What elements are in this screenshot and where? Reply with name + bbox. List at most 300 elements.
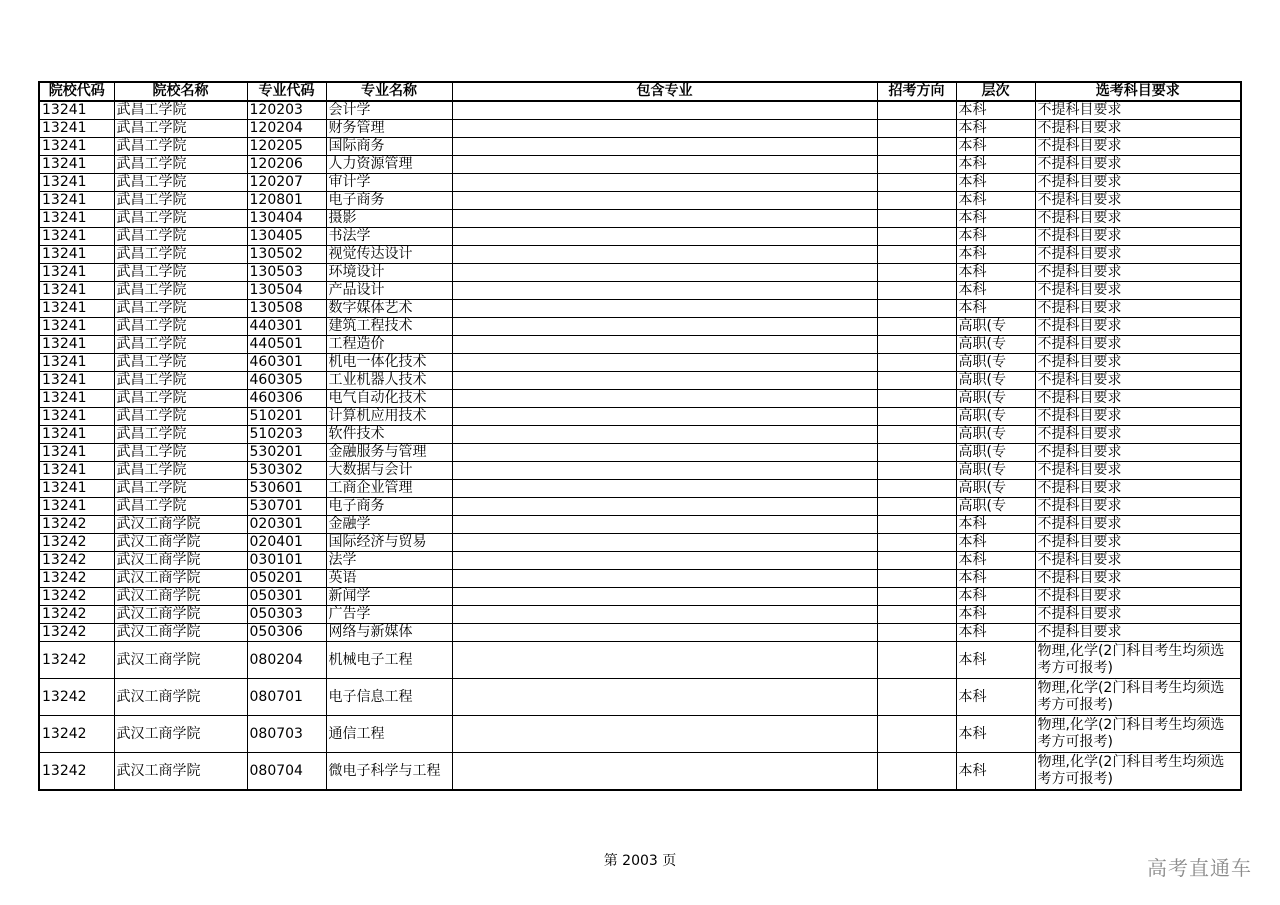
direction-cell [877,336,956,354]
level-cell: 本科 [956,624,1035,642]
school-name-cell: 武昌工学院 [114,480,247,498]
included-majors-cell [452,624,877,642]
school-code-cell: 13242 [39,516,114,534]
school-code-cell: 13241 [39,462,114,480]
major-name-cell: 工商企业管理 [326,480,452,498]
direction-cell [877,444,956,462]
included-majors-cell [452,679,877,716]
school-name-cell: 武昌工学院 [114,336,247,354]
included-majors-cell [452,498,877,516]
level-cell: 本科 [956,516,1035,534]
direction-cell [877,498,956,516]
level-cell: 本科 [956,588,1035,606]
header-included-majors: 包含专业 [452,82,877,101]
table-row [39,516,1241,534]
major-code-cell: 530701 [247,498,326,516]
subject-requirement-cell: 不提科目要求 [1035,300,1241,318]
school-name-cell: 武昌工学院 [114,101,247,120]
included-majors-cell [452,534,877,552]
major-name-cell: 电子商务 [326,192,452,210]
table-row [39,336,1241,354]
school-code-cell: 13241 [39,372,114,390]
school-name-cell: 武昌工学院 [114,462,247,480]
school-name-cell: 武汉工商学院 [114,588,247,606]
level-cell: 本科 [956,642,1035,679]
header-subject-requirement: 选考科目要求 [1035,82,1241,101]
table-row [39,716,1241,753]
direction-cell [877,642,956,679]
table-row [39,300,1241,318]
school-name-cell: 武昌工学院 [114,210,247,228]
subject-requirement-cell: 物理,化学(2门科目考生均须选考方可报考) [1035,642,1241,679]
school-name-cell: 武昌工学院 [114,192,247,210]
school-code-cell: 13242 [39,753,114,791]
school-code-cell: 13241 [39,120,114,138]
table-row [39,101,1241,120]
major-code-cell: 130504 [247,282,326,300]
table-row [39,570,1241,588]
major-code-cell: 510203 [247,426,326,444]
school-name-cell: 武昌工学院 [114,156,247,174]
table-row [39,228,1241,246]
level-cell: 本科 [956,174,1035,192]
major-code-cell: 080703 [247,716,326,753]
included-majors-cell [452,372,877,390]
school-code-cell: 13242 [39,606,114,624]
level-cell: 本科 [956,534,1035,552]
major-name-cell: 大数据与会计 [326,462,452,480]
direction-cell [877,480,956,498]
table-row [39,480,1241,498]
major-name-cell: 金融服务与管理 [326,444,452,462]
level-cell: 高职(专 [956,480,1035,498]
school-name-cell: 武昌工学院 [114,408,247,426]
school-code-cell: 13241 [39,300,114,318]
included-majors-cell [452,101,877,120]
header-level: 层次 [956,82,1035,101]
subject-requirement-cell: 不提科目要求 [1035,174,1241,192]
table-row [39,642,1241,679]
major-name-cell: 机械电子工程 [326,642,452,679]
subject-requirement-cell: 不提科目要求 [1035,156,1241,174]
subject-requirement-cell: 不提科目要求 [1035,101,1241,120]
subject-requirement-cell: 不提科目要求 [1035,534,1241,552]
table-row [39,120,1241,138]
subject-requirement-cell: 物理,化学(2门科目考生均须选考方可报考) [1035,716,1241,753]
major-name-cell: 法学 [326,552,452,570]
subject-requirement-cell: 不提科目要求 [1035,264,1241,282]
school-code-cell: 13241 [39,210,114,228]
level-cell: 本科 [956,192,1035,210]
included-majors-cell [452,210,877,228]
level-cell: 高职(专 [956,390,1035,408]
direction-cell [877,138,956,156]
direction-cell [877,588,956,606]
school-name-cell: 武昌工学院 [114,444,247,462]
subject-requirement-cell: 不提科目要求 [1035,336,1241,354]
major-name-cell: 网络与新媒体 [326,624,452,642]
school-code-cell: 13241 [39,354,114,372]
subject-requirement-cell: 不提科目要求 [1035,624,1241,642]
level-cell: 本科 [956,264,1035,282]
table-row [39,606,1241,624]
direction-cell [877,282,956,300]
major-name-cell: 金融学 [326,516,452,534]
table-row [39,753,1241,791]
school-name-cell: 武昌工学院 [114,318,247,336]
included-majors-cell [452,408,877,426]
level-cell: 高职(专 [956,426,1035,444]
school-name-cell: 武昌工学院 [114,174,247,192]
included-majors-cell [452,480,877,498]
included-majors-cell [452,354,877,372]
level-cell: 本科 [956,210,1035,228]
header-school-code: 院校代码 [39,82,114,101]
major-name-cell: 财务管理 [326,120,452,138]
included-majors-cell [452,716,877,753]
level-cell: 本科 [956,606,1035,624]
level-cell: 本科 [956,138,1035,156]
school-code-cell: 13241 [39,318,114,336]
major-name-cell: 英语 [326,570,452,588]
school-name-cell: 武汉工商学院 [114,606,247,624]
subject-requirement-cell: 不提科目要求 [1035,408,1241,426]
major-name-cell: 新闻学 [326,588,452,606]
table-row [39,156,1241,174]
direction-cell [877,372,956,390]
major-code-cell: 460305 [247,372,326,390]
school-name-cell: 武汉工商学院 [114,753,247,791]
table-row [39,282,1241,300]
school-name-cell: 武昌工学院 [114,498,247,516]
subject-requirement-cell: 不提科目要求 [1035,138,1241,156]
major-code-cell: 130508 [247,300,326,318]
major-name-cell: 国际经济与贸易 [326,534,452,552]
school-name-cell: 武汉工商学院 [114,716,247,753]
direction-cell [877,716,956,753]
included-majors-cell [452,282,877,300]
school-name-cell: 武昌工学院 [114,372,247,390]
major-code-cell: 460306 [247,390,326,408]
major-code-cell: 080704 [247,753,326,791]
school-name-cell: 武昌工学院 [114,390,247,408]
subject-requirement-cell: 不提科目要求 [1035,120,1241,138]
subject-requirement-cell: 物理,化学(2门科目考生均须选考方可报考) [1035,753,1241,791]
table-row [39,138,1241,156]
table-row [39,426,1241,444]
direction-cell [877,390,956,408]
admissions-table [38,81,1242,791]
header-major-code: 专业代码 [247,82,326,101]
level-cell: 本科 [956,228,1035,246]
school-code-cell: 13241 [39,246,114,264]
subject-requirement-cell: 不提科目要求 [1035,588,1241,606]
direction-cell [877,264,956,282]
major-code-cell: 120206 [247,156,326,174]
included-majors-cell [452,426,877,444]
major-name-cell: 摄影 [326,210,452,228]
table-row [39,679,1241,716]
included-majors-cell [452,516,877,534]
school-code-cell: 13241 [39,408,114,426]
subject-requirement-cell: 不提科目要求 [1035,210,1241,228]
table-row [39,174,1241,192]
watermark: 高考直通车 [1147,856,1252,880]
major-code-cell: 130405 [247,228,326,246]
school-name-cell: 武昌工学院 [114,426,247,444]
subject-requirement-cell: 不提科目要求 [1035,246,1241,264]
school-code-cell: 13242 [39,679,114,716]
direction-cell [877,408,956,426]
school-code-cell: 13242 [39,534,114,552]
major-code-cell: 050301 [247,588,326,606]
school-name-cell: 武昌工学院 [114,300,247,318]
major-code-cell: 020401 [247,534,326,552]
major-name-cell: 视觉传达设计 [326,246,452,264]
subject-requirement-cell: 不提科目要求 [1035,498,1241,516]
subject-requirement-cell: 不提科目要求 [1035,372,1241,390]
school-code-cell: 13242 [39,552,114,570]
subject-requirement-cell: 不提科目要求 [1035,516,1241,534]
major-code-cell: 020301 [247,516,326,534]
level-cell: 高职(专 [956,462,1035,480]
level-cell: 本科 [956,570,1035,588]
direction-cell [877,246,956,264]
major-code-cell: 460301 [247,354,326,372]
school-name-cell: 武昌工学院 [114,282,247,300]
included-majors-cell [452,300,877,318]
direction-cell [877,192,956,210]
table-row [39,462,1241,480]
level-cell: 本科 [956,716,1035,753]
major-name-cell: 电子信息工程 [326,679,452,716]
school-code-cell: 13241 [39,444,114,462]
school-code-cell: 13242 [39,624,114,642]
major-code-cell: 080204 [247,642,326,679]
table-row [39,318,1241,336]
level-cell: 本科 [956,101,1035,120]
school-name-cell: 武昌工学院 [114,354,247,372]
subject-requirement-cell: 不提科目要求 [1035,318,1241,336]
level-cell: 本科 [956,753,1035,791]
direction-cell [877,354,956,372]
included-majors-cell [452,138,877,156]
major-name-cell: 软件技术 [326,426,452,444]
major-name-cell: 审计学 [326,174,452,192]
major-code-cell: 120203 [247,101,326,120]
school-code-cell: 13241 [39,192,114,210]
level-cell: 本科 [956,156,1035,174]
major-name-cell: 微电子科学与工程 [326,753,452,791]
direction-cell [877,624,956,642]
subject-requirement-cell: 不提科目要求 [1035,444,1241,462]
direction-cell [877,753,956,791]
table-row [39,192,1241,210]
page-number: 第 2003 页 [603,853,677,869]
table-row [39,264,1241,282]
table-row [39,624,1241,642]
major-code-cell: 120205 [247,138,326,156]
school-code-cell: 13242 [39,642,114,679]
direction-cell [877,174,956,192]
major-name-cell: 环境设计 [326,264,452,282]
table-row [39,498,1241,516]
school-code-cell: 13241 [39,138,114,156]
school-name-cell: 武汉工商学院 [114,642,247,679]
major-name-cell: 计算机应用技术 [326,408,452,426]
table-row [39,588,1241,606]
subject-requirement-cell: 不提科目要求 [1035,462,1241,480]
direction-cell [877,120,956,138]
major-name-cell: 电气自动化技术 [326,390,452,408]
subject-requirement-cell: 不提科目要求 [1035,570,1241,588]
subject-requirement-cell: 不提科目要求 [1035,606,1241,624]
direction-cell [877,228,956,246]
major-name-cell: 书法学 [326,228,452,246]
included-majors-cell [452,552,877,570]
major-name-cell: 会计学 [326,101,452,120]
direction-cell [877,426,956,444]
major-code-cell: 120801 [247,192,326,210]
table-row [39,552,1241,570]
school-name-cell: 武昌工学院 [114,228,247,246]
table-row [39,534,1241,552]
level-cell: 本科 [956,552,1035,570]
school-code-cell: 13241 [39,480,114,498]
included-majors-cell [452,606,877,624]
header-school-name: 院校名称 [114,82,247,101]
school-name-cell: 武汉工商学院 [114,516,247,534]
major-name-cell: 广告学 [326,606,452,624]
included-majors-cell [452,318,877,336]
included-majors-cell [452,228,877,246]
major-code-cell: 050306 [247,624,326,642]
included-majors-cell [452,462,877,480]
level-cell: 高职(专 [956,408,1035,426]
direction-cell [877,534,956,552]
major-name-cell: 国际商务 [326,138,452,156]
table-body [39,101,1241,790]
header-direction: 招考方向 [877,82,956,101]
subject-requirement-cell: 不提科目要求 [1035,192,1241,210]
major-code-cell: 130502 [247,246,326,264]
direction-cell [877,156,956,174]
direction-cell [877,679,956,716]
included-majors-cell [452,336,877,354]
school-code-cell: 13241 [39,228,114,246]
table-row [39,354,1241,372]
direction-cell [877,210,956,228]
school-name-cell: 武昌工学院 [114,120,247,138]
school-code-cell: 13241 [39,101,114,120]
school-code-cell: 13241 [39,174,114,192]
level-cell: 本科 [956,300,1035,318]
subject-requirement-cell: 不提科目要求 [1035,228,1241,246]
major-code-cell: 120207 [247,174,326,192]
included-majors-cell [452,444,877,462]
included-majors-cell [452,588,877,606]
major-code-cell: 530302 [247,462,326,480]
subject-requirement-cell: 不提科目要求 [1035,282,1241,300]
table-row [39,444,1241,462]
major-code-cell: 050201 [247,570,326,588]
level-cell: 高职(专 [956,354,1035,372]
included-majors-cell [452,570,877,588]
major-name-cell: 建筑工程技术 [326,318,452,336]
direction-cell [877,300,956,318]
major-code-cell: 130404 [247,210,326,228]
major-name-cell: 电子商务 [326,498,452,516]
school-code-cell: 13241 [39,156,114,174]
school-code-cell: 13241 [39,390,114,408]
included-majors-cell [452,642,877,679]
included-majors-cell [452,753,877,791]
school-code-cell: 13241 [39,282,114,300]
major-name-cell: 通信工程 [326,716,452,753]
table-row [39,372,1241,390]
major-code-cell: 080701 [247,679,326,716]
included-majors-cell [452,390,877,408]
direction-cell [877,318,956,336]
major-name-cell: 数字媒体艺术 [326,300,452,318]
level-cell: 本科 [956,246,1035,264]
school-name-cell: 武汉工商学院 [114,624,247,642]
subject-requirement-cell: 不提科目要求 [1035,480,1241,498]
major-code-cell: 530201 [247,444,326,462]
school-code-cell: 13241 [39,498,114,516]
school-name-cell: 武昌工学院 [114,138,247,156]
major-name-cell: 工业机器人技术 [326,372,452,390]
subject-requirement-cell: 不提科目要求 [1035,390,1241,408]
school-name-cell: 武汉工商学院 [114,679,247,716]
table-row [39,408,1241,426]
major-code-cell: 030101 [247,552,326,570]
included-majors-cell [452,246,877,264]
included-majors-cell [452,192,877,210]
school-code-cell: 13241 [39,264,114,282]
header-row [39,82,1241,101]
direction-cell [877,570,956,588]
included-majors-cell [452,120,877,138]
major-code-cell: 120204 [247,120,326,138]
subject-requirement-cell: 不提科目要求 [1035,354,1241,372]
school-name-cell: 武昌工学院 [114,246,247,264]
school-name-cell: 武汉工商学院 [114,552,247,570]
subject-requirement-cell: 不提科目要求 [1035,552,1241,570]
major-name-cell: 工程造价 [326,336,452,354]
level-cell: 高职(专 [956,318,1035,336]
subject-requirement-cell: 物理,化学(2门科目考生均须选考方可报考) [1035,679,1241,716]
school-name-cell: 武汉工商学院 [114,534,247,552]
level-cell: 高职(专 [956,372,1035,390]
level-cell: 本科 [956,120,1035,138]
major-code-cell: 510201 [247,408,326,426]
level-cell: 本科 [956,679,1035,716]
major-code-cell: 130503 [247,264,326,282]
level-cell: 高职(专 [956,336,1035,354]
table-row [39,390,1241,408]
school-code-cell: 13242 [39,588,114,606]
school-name-cell: 武汉工商学院 [114,570,247,588]
school-code-cell: 13242 [39,716,114,753]
school-name-cell: 武昌工学院 [114,264,247,282]
major-name-cell: 机电一体化技术 [326,354,452,372]
direction-cell [877,101,956,120]
school-code-cell: 13242 [39,570,114,588]
major-code-cell: 050303 [247,606,326,624]
level-cell: 高职(专 [956,498,1035,516]
major-name-cell: 人力资源管理 [326,156,452,174]
